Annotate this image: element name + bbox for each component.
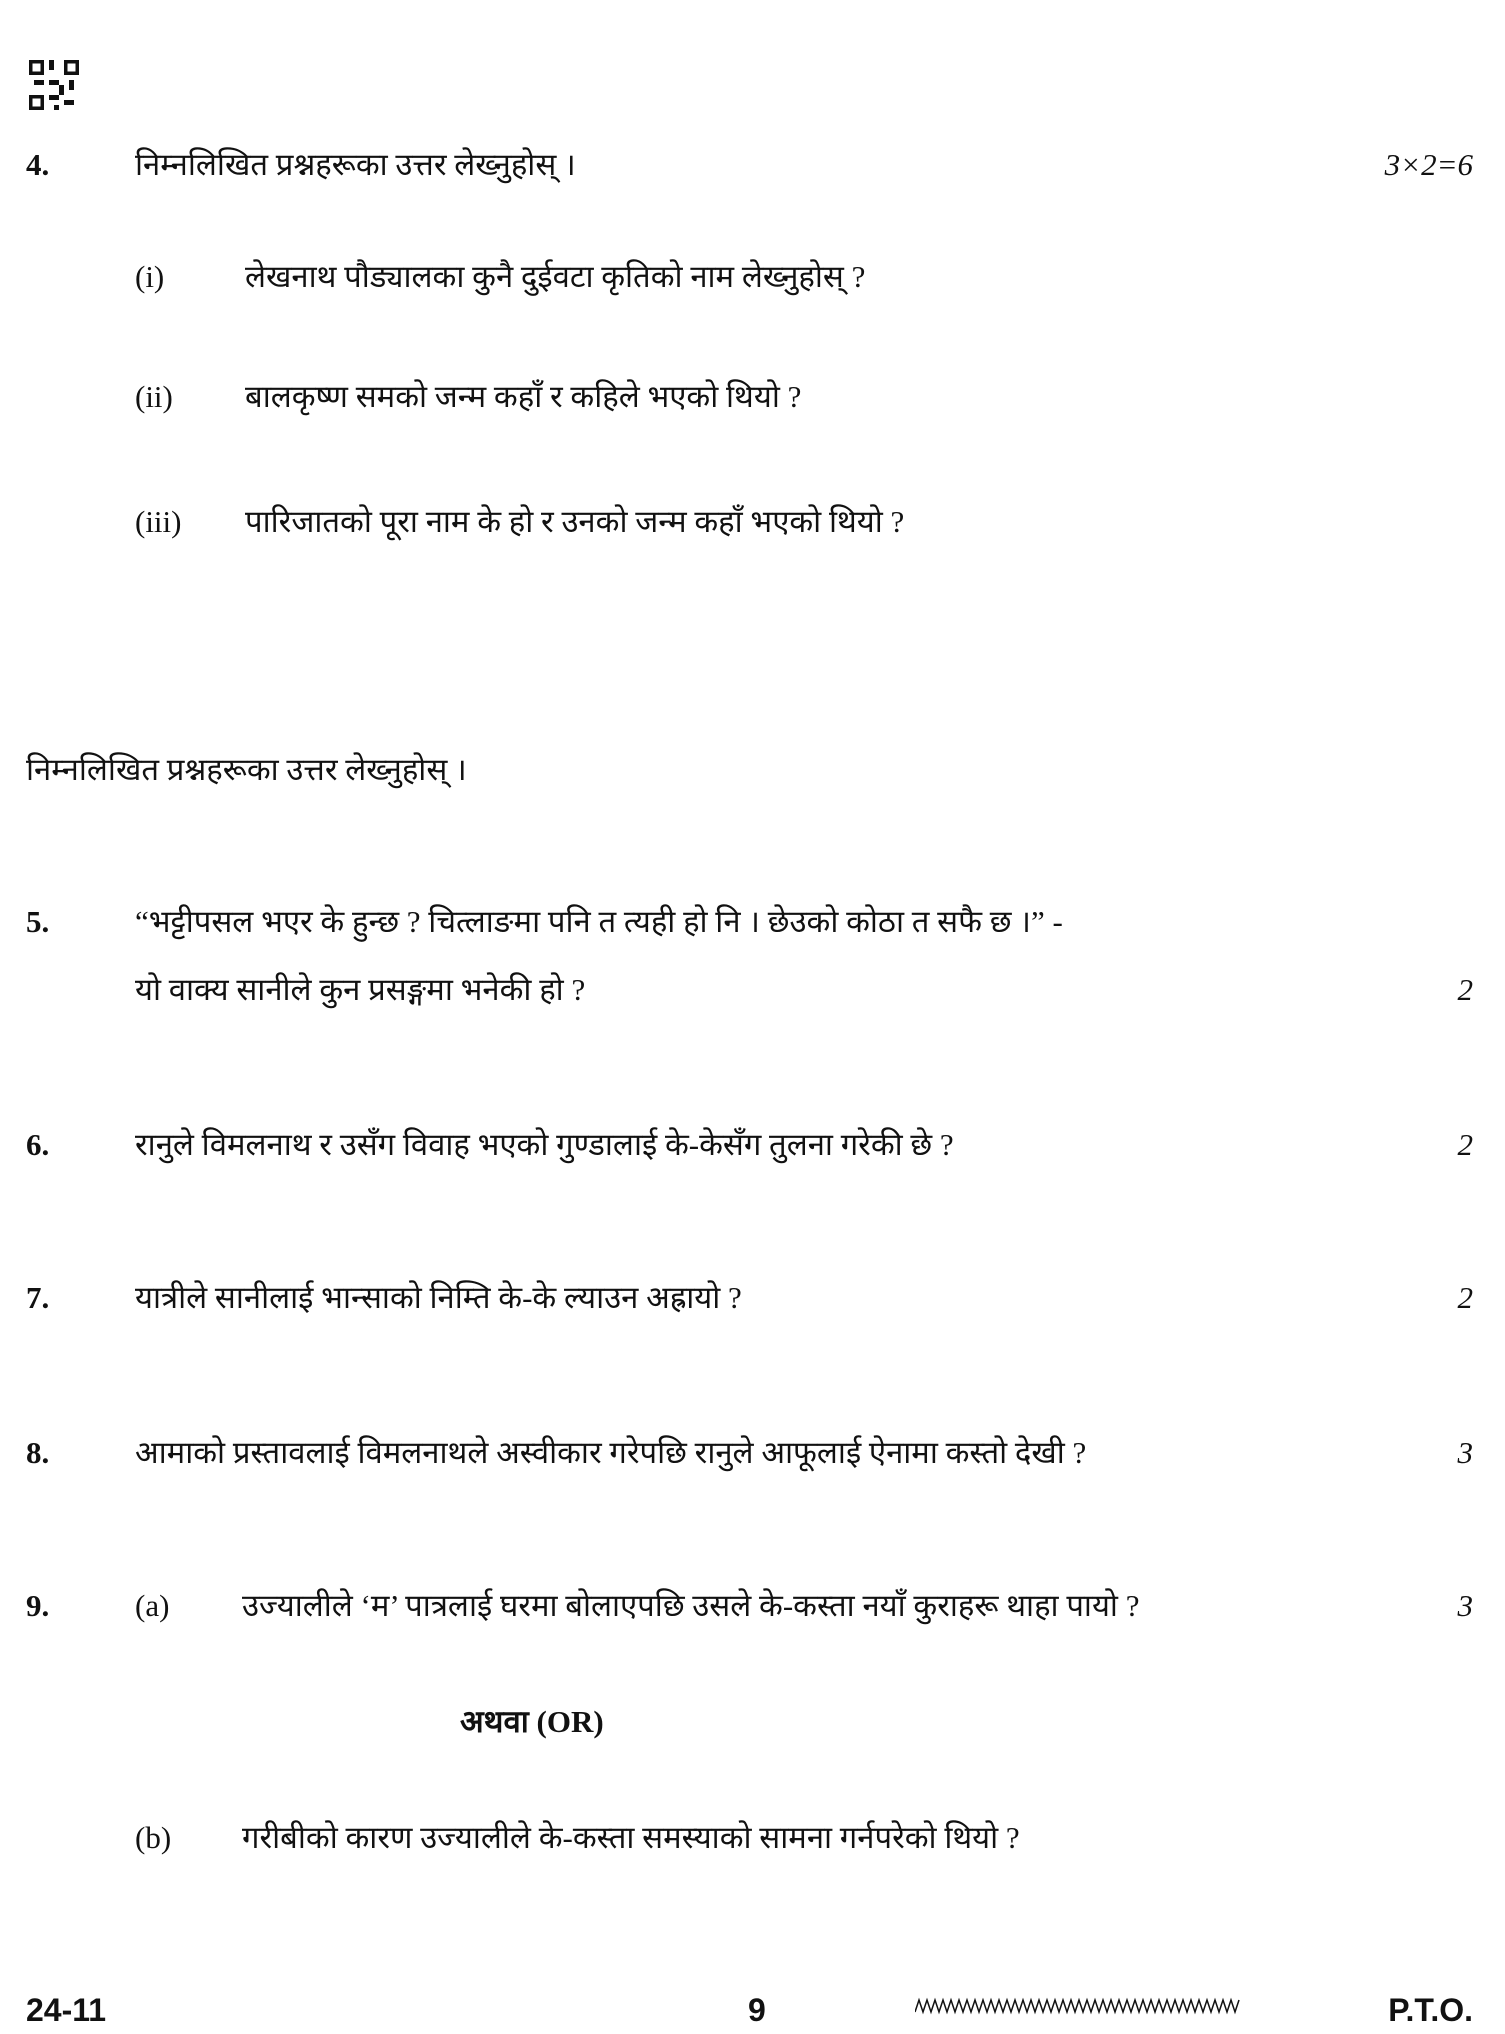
- question-number: 8.: [26, 1435, 50, 1470]
- question-text: आमाको प्रस्तावलाई विमलनाथले अस्वीकार गरेपछि रानुले आफूलाई ऐनामा कस्तो देखी ?: [135, 1435, 1087, 1470]
- or-separator: अथवा (OR): [460, 1704, 604, 1739]
- question-number: 4.: [26, 147, 50, 182]
- sub-label: (i): [135, 259, 165, 294]
- qr-code-icon: [28, 60, 80, 110]
- sub-label: (iii): [135, 504, 182, 539]
- paper-code: 24-11: [26, 1992, 107, 2028]
- question-number: 6.: [26, 1127, 50, 1162]
- marks: 2: [1457, 972, 1473, 1007]
- marks: 3×2=6: [1384, 147, 1473, 182]
- wavy-line-decoration: [915, 1996, 1240, 2016]
- sub-question-text: लेखनाथ पौड्यालका कुनै दुईवटा कृतिको नाम लेख्नुहोस् ?: [245, 259, 866, 294]
- question-text: यात्रीले सानीलाई भान्साको निम्ति के-के ल्याउन अह्रायो ?: [135, 1280, 742, 1315]
- question-number: 5.: [26, 904, 50, 939]
- sub-question-text: पारिजातको पूरा नाम के हो र उनको जन्म कहाँ भएको थियो ?: [245, 504, 905, 539]
- sub-label: (a): [135, 1588, 170, 1623]
- marks: 3: [1457, 1588, 1473, 1623]
- marks: 2: [1457, 1127, 1473, 1162]
- sub-label: (b): [135, 1820, 172, 1855]
- question-text: गरीबीको कारण उज्यालीले के-कस्ता समस्याको सामना गर्नपरेको थियो ?: [242, 1820, 1020, 1855]
- pto-label: P.T.O.: [1388, 1992, 1473, 2028]
- section-heading: निम्नलिखित प्रश्नहरूका उत्तर लेख्नुहोस् ।: [26, 752, 467, 787]
- sub-question-text: बालकृष्ण समको जन्म कहाँ र कहिले भएको थियो ?: [245, 379, 802, 414]
- question-text: “भट्टीपसल भएर के हुन्छ ? चित्लाङमा पनि त त्यही हो नि । छेउको कोठा त सफै छ ।” -: [135, 904, 1063, 939]
- question-text: रानुले विमलनाथ र उसँग विवाह भएको गुण्डालाई के-केसँग तुलना गरेकी छे ?: [135, 1127, 954, 1162]
- question-number: 7.: [26, 1280, 50, 1315]
- question-text: यो वाक्य सानीले कुन प्रसङ्गमा भनेकी हो ?: [135, 972, 586, 1007]
- question-number: 9.: [26, 1588, 50, 1623]
- question-text: उज्यालीले ‘म’ पात्रलाई घरमा बोलाएपछि उसले के-कस्ता नयाँ कुराहरू थाहा पायो ?: [242, 1588, 1140, 1623]
- sub-label: (ii): [135, 379, 173, 414]
- page-number: 9: [748, 1992, 766, 2028]
- marks: 2: [1457, 1280, 1473, 1315]
- question-text: निम्नलिखित प्रश्नहरूका उत्तर लेख्नुहोस् ।: [135, 147, 576, 182]
- marks: 3: [1457, 1435, 1473, 1470]
